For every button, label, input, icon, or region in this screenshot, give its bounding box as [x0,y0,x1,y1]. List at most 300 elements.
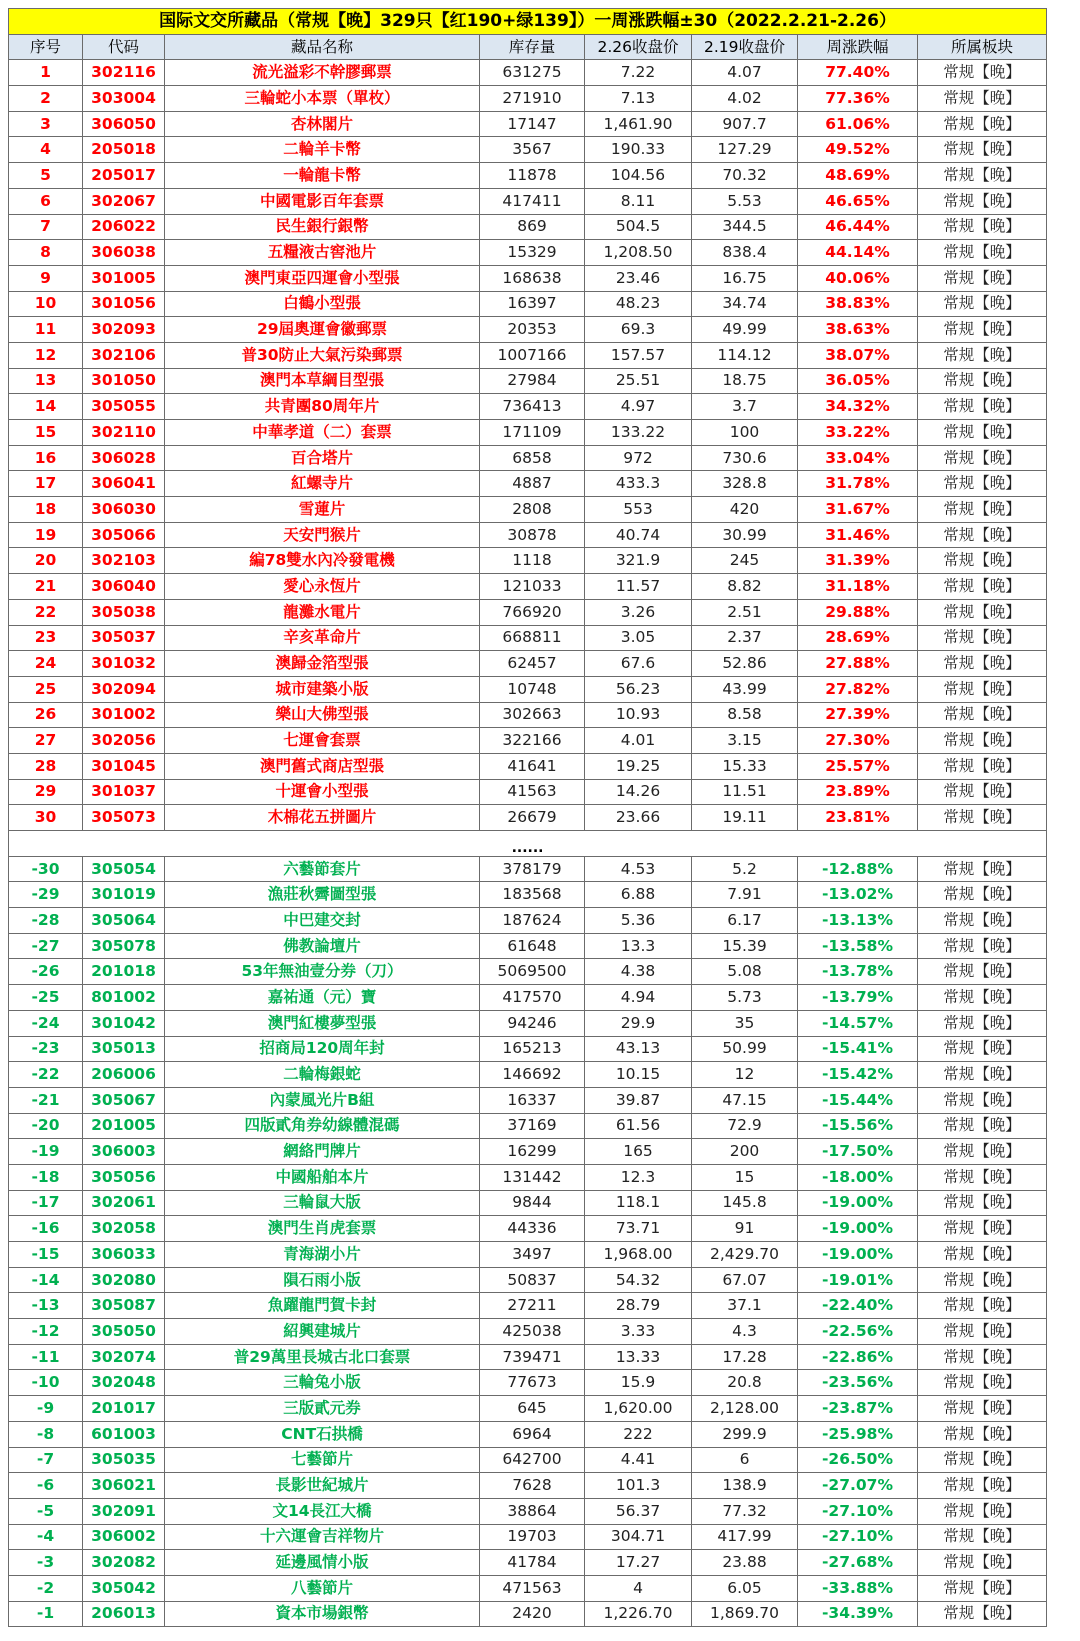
header-row [9,34,1047,60]
cell-close-219: 67.07 [692,1267,798,1293]
cell-code: 301050 [83,368,165,394]
cell-name: 澳門生肖虎套票 [165,1216,480,1242]
cell-change: 31.18% [798,574,918,600]
cell-stock: 61648 [480,933,585,959]
cell-change: -15.56% [798,1113,918,1139]
cell-close-219: 114.12 [692,342,798,368]
cell-close-226: 3.26 [585,599,692,625]
cell-stock: 9844 [480,1190,585,1216]
cell-name: 紹興建城片 [165,1319,480,1345]
cell-name: 二輪羊卡幣 [165,137,480,163]
cell-change: 77.40% [798,60,918,86]
cell-close-226: 7.13 [585,86,692,112]
cell-index: 20 [9,548,83,574]
cell-index: -26 [9,959,83,985]
cell-change: 28.69% [798,625,918,651]
cell-code: 301045 [83,753,165,779]
cell-close-226: 4.53 [585,856,692,882]
cell-close-226: 157.57 [585,342,692,368]
cell-change: -12.88% [798,856,918,882]
cell-stock: 2808 [480,497,585,523]
cell-index: -8 [9,1421,83,1447]
loser-row [9,933,1047,959]
cell-close-219: 4.3 [692,1319,798,1345]
cell-sector: 常规【晚】 [918,445,1047,471]
cell-index: -22 [9,1062,83,1088]
cell-code: 301005 [83,265,165,291]
cell-sector: 常规【晚】 [918,1473,1047,1499]
cell-stock: 631275 [480,60,585,86]
cell-sector: 常规【晚】 [918,1524,1047,1550]
cell-change: -13.79% [798,985,918,1011]
cell-stock: 171109 [480,420,585,446]
cell-change: 44.14% [798,240,918,266]
cell-close-226: 1,461.90 [585,111,692,137]
cell-stock: 471563 [480,1575,585,1601]
cell-change: 33.04% [798,445,918,471]
cell-name: 隕石雨小版 [165,1267,480,1293]
cell-index: -25 [9,985,83,1011]
cell-index: -7 [9,1447,83,1473]
cell-close-219: 50.99 [692,1036,798,1062]
cell-change: -23.87% [798,1396,918,1422]
cell-index: -28 [9,908,83,934]
cell-index: -21 [9,1087,83,1113]
cell-stock: 26679 [480,805,585,831]
cell-index: 27 [9,728,83,754]
gainer-row [9,728,1047,754]
cell-close-219: 91 [692,1216,798,1242]
cell-stock: 41784 [480,1550,585,1576]
cell-stock: 271910 [480,86,585,112]
cell-sector: 常规【晚】 [918,1139,1047,1165]
cell-close-219: 2.37 [692,625,798,651]
cell-change: -13.13% [798,908,918,934]
cell-stock: 425038 [480,1319,585,1345]
loser-row [9,1267,1047,1293]
cell-name: 木棉花五拼圖片 [165,805,480,831]
cell-sector: 常规【晚】 [918,240,1047,266]
cell-name: 網絡門牌片 [165,1139,480,1165]
cell-sector: 常规【晚】 [918,137,1047,163]
cell-close-219: 6.05 [692,1575,798,1601]
cell-stock: 16299 [480,1139,585,1165]
cell-index: -6 [9,1473,83,1499]
loser-row [9,1010,1047,1036]
cell-change: -22.86% [798,1344,918,1370]
loser-row [9,1473,1047,1499]
cell-code: 306050 [83,111,165,137]
cell-code: 205018 [83,137,165,163]
cell-name: 十運會小型張 [165,779,480,805]
cell-sector: 常规【晚】 [918,111,1047,137]
cell-name: 招商局120周年封 [165,1036,480,1062]
cell-name: 三輪鼠大版 [165,1190,480,1216]
loser-row [9,1062,1047,1088]
ellipsis-separator: ...... [9,831,1047,857]
cell-change: -27.10% [798,1498,918,1524]
cell-name: 二輪梅銀蛇 [165,1062,480,1088]
cell-change: -15.42% [798,1062,918,1088]
gainer-row [9,111,1047,137]
cell-name: 漁莊秋霽圖型張 [165,882,480,908]
cell-name: 百合塔片 [165,445,480,471]
cell-change: -22.40% [798,1293,918,1319]
cell-change: 27.88% [798,651,918,677]
cell-close-219: 328.8 [692,471,798,497]
cell-close-219: 100 [692,420,798,446]
cell-stock: 417411 [480,188,585,214]
header-cell-index: 序号 [9,34,83,60]
cell-stock: 30878 [480,522,585,548]
cell-sector: 常规【晚】 [918,60,1047,86]
cell-index: 18 [9,497,83,523]
cell-code: 305078 [83,933,165,959]
cell-change: 31.67% [798,497,918,523]
cell-code: 305056 [83,1164,165,1190]
gainer-row [9,342,1047,368]
cell-index: 21 [9,574,83,600]
cell-change: 33.22% [798,420,918,446]
cell-close-219: 5.53 [692,188,798,214]
cell-sector: 常规【晚】 [918,676,1047,702]
loser-row [9,1447,1047,1473]
cell-stock: 187624 [480,908,585,934]
cell-stock: 131442 [480,1164,585,1190]
cell-close-219: 417.99 [692,1524,798,1550]
cell-code: 302091 [83,1498,165,1524]
cell-index: -18 [9,1164,83,1190]
cell-code: 201017 [83,1396,165,1422]
cell-close-219: 344.5 [692,214,798,240]
cell-sector: 常规【晚】 [918,1447,1047,1473]
cell-change: -22.56% [798,1319,918,1345]
cell-sector: 常规【晚】 [918,265,1047,291]
cell-index: 14 [9,394,83,420]
cell-stock: 3497 [480,1242,585,1268]
gainer-row [9,368,1047,394]
cell-name: 愛心永恆片 [165,574,480,600]
cell-index: -27 [9,933,83,959]
cell-index: -23 [9,1036,83,1062]
cell-name: 中華孝道（二）套票 [165,420,480,446]
cell-close-219: 6 [692,1447,798,1473]
cell-name: 共青團80周年片 [165,394,480,420]
loser-row [9,1190,1047,1216]
cell-name: 七運會套票 [165,728,480,754]
cell-index: -3 [9,1550,83,1576]
cell-close-226: 222 [585,1421,692,1447]
cell-stock: 10748 [480,676,585,702]
cell-sector: 常规【晚】 [918,1010,1047,1036]
gainer-row [9,420,1047,446]
cell-close-226: 67.6 [585,651,692,677]
cell-code: 306002 [83,1524,165,1550]
cell-close-226: 321.9 [585,548,692,574]
cell-close-226: 5.36 [585,908,692,934]
cell-change: 36.05% [798,368,918,394]
cell-code: 302074 [83,1344,165,1370]
cell-close-219: 907.7 [692,111,798,137]
cell-stock: 17147 [480,111,585,137]
gainer-row [9,599,1047,625]
cell-change: -17.50% [798,1139,918,1165]
cell-code: 206006 [83,1062,165,1088]
cell-name: 澳門舊式商店型張 [165,753,480,779]
cell-close-226: 6.88 [585,882,692,908]
gainer-row [9,86,1047,112]
cell-index: -29 [9,882,83,908]
cell-close-219: 77.32 [692,1498,798,1524]
header-cell-code: 代码 [83,34,165,60]
cell-code: 302058 [83,1216,165,1242]
cell-code: 206013 [83,1601,165,1627]
cell-change: -15.44% [798,1087,918,1113]
cell-change: -26.50% [798,1447,918,1473]
cell-stock: 378179 [480,856,585,882]
cell-sector: 常规【晚】 [918,291,1047,317]
gainer-row [9,522,1047,548]
cell-close-219: 838.4 [692,240,798,266]
cell-name: 魚躍龍門賀卡封 [165,1293,480,1319]
cell-close-226: 19.25 [585,753,692,779]
cell-close-219: 49.99 [692,317,798,343]
cell-stock: 668811 [480,625,585,651]
cell-sector: 常规【晚】 [918,882,1047,908]
cell-close-226: 56.37 [585,1498,692,1524]
cell-close-226: 504.5 [585,214,692,240]
loser-row [9,882,1047,908]
cell-close-226: 14.26 [585,779,692,805]
gainer-row [9,445,1047,471]
cell-stock: 50837 [480,1267,585,1293]
cell-close-219: 3.7 [692,394,798,420]
cell-close-226: 10.93 [585,702,692,728]
cell-index: 19 [9,522,83,548]
cell-close-226: 1,208.50 [585,240,692,266]
cell-change: -13.58% [798,933,918,959]
collectibles-table [8,8,1047,1627]
cell-code: 301056 [83,291,165,317]
gainer-row [9,317,1047,343]
cell-code: 302103 [83,548,165,574]
gainer-row [9,574,1047,600]
header-cell-close-219: 2.19收盘价 [692,34,798,60]
cell-index: 22 [9,599,83,625]
cell-stock: 16337 [480,1087,585,1113]
cell-close-219: 5.08 [692,959,798,985]
cell-name: 澳門東亞四運會小型張 [165,265,480,291]
cell-code: 302048 [83,1370,165,1396]
cell-close-219: 3.15 [692,728,798,754]
cell-close-226: 13.33 [585,1344,692,1370]
cell-sector: 常规【晚】 [918,933,1047,959]
cell-change: 38.83% [798,291,918,317]
cell-close-219: 730.6 [692,445,798,471]
cell-sector: 常规【晚】 [918,548,1047,574]
cell-change: -13.78% [798,959,918,985]
cell-close-219: 18.75 [692,368,798,394]
cell-stock: 736413 [480,394,585,420]
cell-change: 38.63% [798,317,918,343]
cell-code: 302080 [83,1267,165,1293]
cell-close-219: 19.11 [692,805,798,831]
cell-sector: 常规【晚】 [918,471,1047,497]
cell-code: 302093 [83,317,165,343]
cell-stock: 2420 [480,1601,585,1627]
cell-change: -19.00% [798,1216,918,1242]
cell-change: -27.68% [798,1550,918,1576]
cell-sector: 常规【晚】 [918,1498,1047,1524]
cell-close-226: 54.32 [585,1267,692,1293]
cell-name: 八藝節片 [165,1575,480,1601]
gainer-row [9,702,1047,728]
cell-index: -13 [9,1293,83,1319]
cell-code: 302061 [83,1190,165,1216]
loser-row [9,1164,1047,1190]
cell-name: 嘉祐通（元）寶 [165,985,480,1011]
cell-stock: 3567 [480,137,585,163]
cell-code: 205017 [83,163,165,189]
cell-name: 中國船舶本片 [165,1164,480,1190]
cell-index: 7 [9,214,83,240]
cell-close-226: 4.01 [585,728,692,754]
gainer-row [9,548,1047,574]
gainer-row [9,651,1047,677]
gainer-row [9,394,1047,420]
cell-name: 普30防止大氣污染郵票 [165,342,480,368]
cell-sector: 常规【晚】 [918,651,1047,677]
loser-row [9,1087,1047,1113]
cell-index: 30 [9,805,83,831]
gainer-row [9,291,1047,317]
cell-stock: 6858 [480,445,585,471]
cell-index: -12 [9,1319,83,1345]
cell-close-226: 10.15 [585,1062,692,1088]
cell-name: 七藝節片 [165,1447,480,1473]
cell-close-219: 1,869.70 [692,1601,798,1627]
cell-name: 澳門本草綱目型張 [165,368,480,394]
cell-sector: 常规【晚】 [918,1293,1047,1319]
cell-index: -17 [9,1190,83,1216]
cell-name: 十六運會吉祥物片 [165,1524,480,1550]
cell-code: 305037 [83,625,165,651]
cell-sector: 常规【晚】 [918,394,1047,420]
cell-close-219: 72.9 [692,1113,798,1139]
cell-change: -27.10% [798,1524,918,1550]
cell-code: 306003 [83,1139,165,1165]
cell-code: 301002 [83,702,165,728]
cell-close-219: 34.74 [692,291,798,317]
cell-change: 27.82% [798,676,918,702]
cell-sector: 常规【晚】 [918,1062,1047,1088]
cell-stock: 7628 [480,1473,585,1499]
gainer-row [9,265,1047,291]
cell-change: 40.06% [798,265,918,291]
cell-code: 601003 [83,1421,165,1447]
cell-name: 中巴建交封 [165,908,480,934]
cell-close-219: 12 [692,1062,798,1088]
cell-index: 5 [9,163,83,189]
cell-stock: 4887 [480,471,585,497]
cell-index: -5 [9,1498,83,1524]
loser-row [9,1293,1047,1319]
cell-code: 306041 [83,471,165,497]
cell-stock: 41563 [480,779,585,805]
cell-code: 306030 [83,497,165,523]
cell-change: -23.56% [798,1370,918,1396]
cell-sector: 常规【晚】 [918,86,1047,112]
cell-change: 48.69% [798,163,918,189]
loser-row [9,1498,1047,1524]
cell-close-219: 16.75 [692,265,798,291]
cell-stock: 417570 [480,985,585,1011]
cell-stock: 44336 [480,1216,585,1242]
cell-name: 五糧液古窖池片 [165,240,480,266]
cell-stock: 62457 [480,651,585,677]
cell-name: 城市建築小版 [165,676,480,702]
loser-row [9,1319,1047,1345]
cell-name: 普29萬里長城古北口套票 [165,1344,480,1370]
cell-sector: 常规【晚】 [918,1036,1047,1062]
header-cell-stock: 库存量 [480,34,585,60]
cell-close-219: 52.86 [692,651,798,677]
cell-code: 305035 [83,1447,165,1473]
gainer-row [9,779,1047,805]
gainer-row [9,471,1047,497]
gainer-row [9,753,1047,779]
cell-index: 25 [9,676,83,702]
loser-row [9,1396,1047,1422]
cell-stock: 645 [480,1396,585,1422]
cell-name: 龍灘水電片 [165,599,480,625]
cell-close-219: 15.39 [692,933,798,959]
gainer-row [9,240,1047,266]
header-cell-weekly-change: 周涨跌幅 [798,34,918,60]
cell-name: 辛亥革命片 [165,625,480,651]
cell-code: 206022 [83,214,165,240]
cell-stock: 19703 [480,1524,585,1550]
loser-row [9,1139,1047,1165]
gainer-row [9,60,1047,86]
cell-change: 25.57% [798,753,918,779]
cell-code: 305013 [83,1036,165,1062]
cell-sector: 常规【晚】 [918,1370,1047,1396]
cell-name: 三輪兔小版 [165,1370,480,1396]
cell-index: -30 [9,856,83,882]
cell-close-219: 11.51 [692,779,798,805]
cell-close-219: 8.58 [692,702,798,728]
cell-name: 一輪龍卡幣 [165,163,480,189]
cell-name: 三輪蛇小本票（單枚） [165,86,480,112]
cell-change: -13.02% [798,882,918,908]
cell-close-219: 2,128.00 [692,1396,798,1422]
cell-close-219: 8.82 [692,574,798,600]
loser-row [9,1036,1047,1062]
cell-change: -15.41% [798,1036,918,1062]
cell-sector: 常规【晚】 [918,805,1047,831]
cell-sector: 常规【晚】 [918,625,1047,651]
gainer-row [9,188,1047,214]
cell-sector: 常规【晚】 [918,163,1047,189]
cell-index: -20 [9,1113,83,1139]
cell-code: 306028 [83,445,165,471]
cell-code: 305042 [83,1575,165,1601]
cell-index: 11 [9,317,83,343]
cell-name: 青海湖小片 [165,1242,480,1268]
cell-sector: 常规【晚】 [918,1550,1047,1576]
loser-row [9,959,1047,985]
